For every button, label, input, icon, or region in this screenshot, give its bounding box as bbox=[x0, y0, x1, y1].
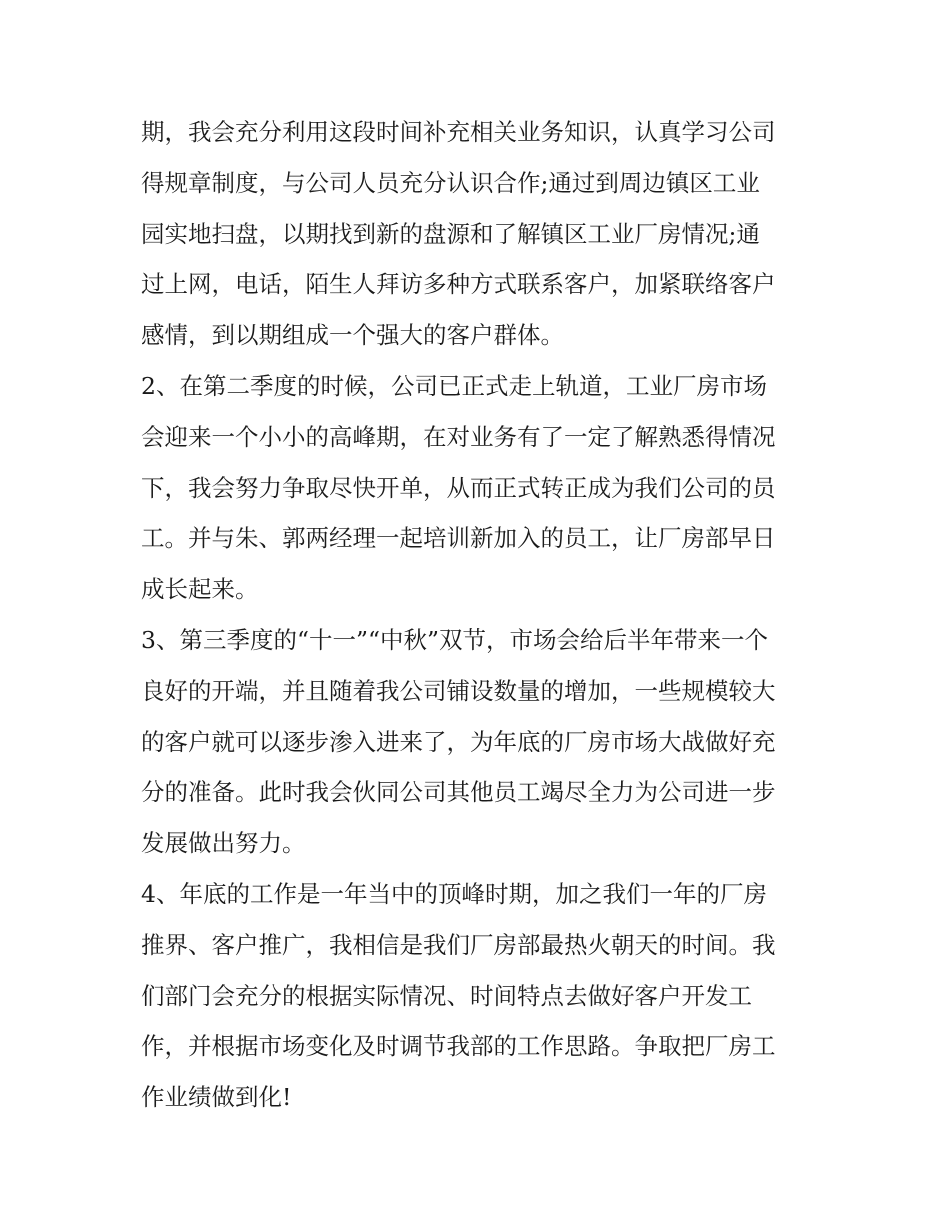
text-line: 过上网，电话，陌生人拜访多种方式联系客户，加紧联络客户 bbox=[141, 270, 776, 299]
paragraph-item-2 bbox=[141, 361, 821, 615]
text-line: 感情，到以期组成一个强大的客户群体。 bbox=[141, 321, 564, 350]
text-line: 分的准备。此时我会伙同公司其他员工竭尽全力为公司进一步 bbox=[141, 778, 776, 807]
paragraph-item-3 bbox=[141, 615, 821, 869]
text-line: 作业绩做到化! bbox=[141, 1083, 292, 1112]
document-body bbox=[141, 107, 821, 1123]
text-line: 期，我会充分利用这段时间补充相关业务知识，认真学习公司 bbox=[141, 118, 776, 146]
paragraph-intro bbox=[141, 107, 821, 361]
text-line: 成长起来。 bbox=[141, 575, 259, 604]
text-line: 发展做出努力。 bbox=[141, 829, 306, 858]
text-line: 们部门会充分的根据实际情况、时间特点去做好客户开发工 bbox=[141, 981, 752, 1010]
text-line: 得规章制度，与公司人员充分认识合作;通过到周边镇区工业 bbox=[141, 168, 760, 197]
paragraph-item-4 bbox=[141, 869, 821, 1123]
text-line: 3、第三季度的“十一”“中秋”双节，市场会给后半年带来一个 bbox=[141, 625, 769, 654]
text-line: 会迎来一个小小的高峰期，在对业务有了一定了解熟悉得情况 bbox=[141, 422, 776, 451]
text-line: 4、年底的工作是一年当中的顶峰时期，加之我们一年的厂房 bbox=[141, 879, 767, 908]
text-line: 的客户就可以逐步渗入进来了，为年底的厂房市场大战做好充 bbox=[141, 727, 776, 756]
text-line: 推界、客户推广，我相信是我们厂房部最热火朝天的时间。我 bbox=[141, 930, 776, 959]
text-line: 2、在第二季度的时候，公司已正式走上轨道，工业厂房市场 bbox=[141, 371, 767, 400]
text-line: 园实地扫盘，以期找到新的盘源和了解镇区工业厂房情况;通 bbox=[141, 219, 760, 248]
text-line: 作，并根据市场变化及时调节我部的工作思路。争取把厂房工 bbox=[141, 1032, 776, 1061]
text-line: 良好的开端，并且随着我公司铺设数量的增加，一些规模较大 bbox=[141, 676, 776, 705]
text-line: 下，我会努力争取尽快开单，从而正式转正成为我们公司的员 bbox=[141, 473, 776, 502]
text-line: 工。并与朱、郭两经理一起培训新加入的员工，让厂房部早日 bbox=[141, 524, 776, 553]
